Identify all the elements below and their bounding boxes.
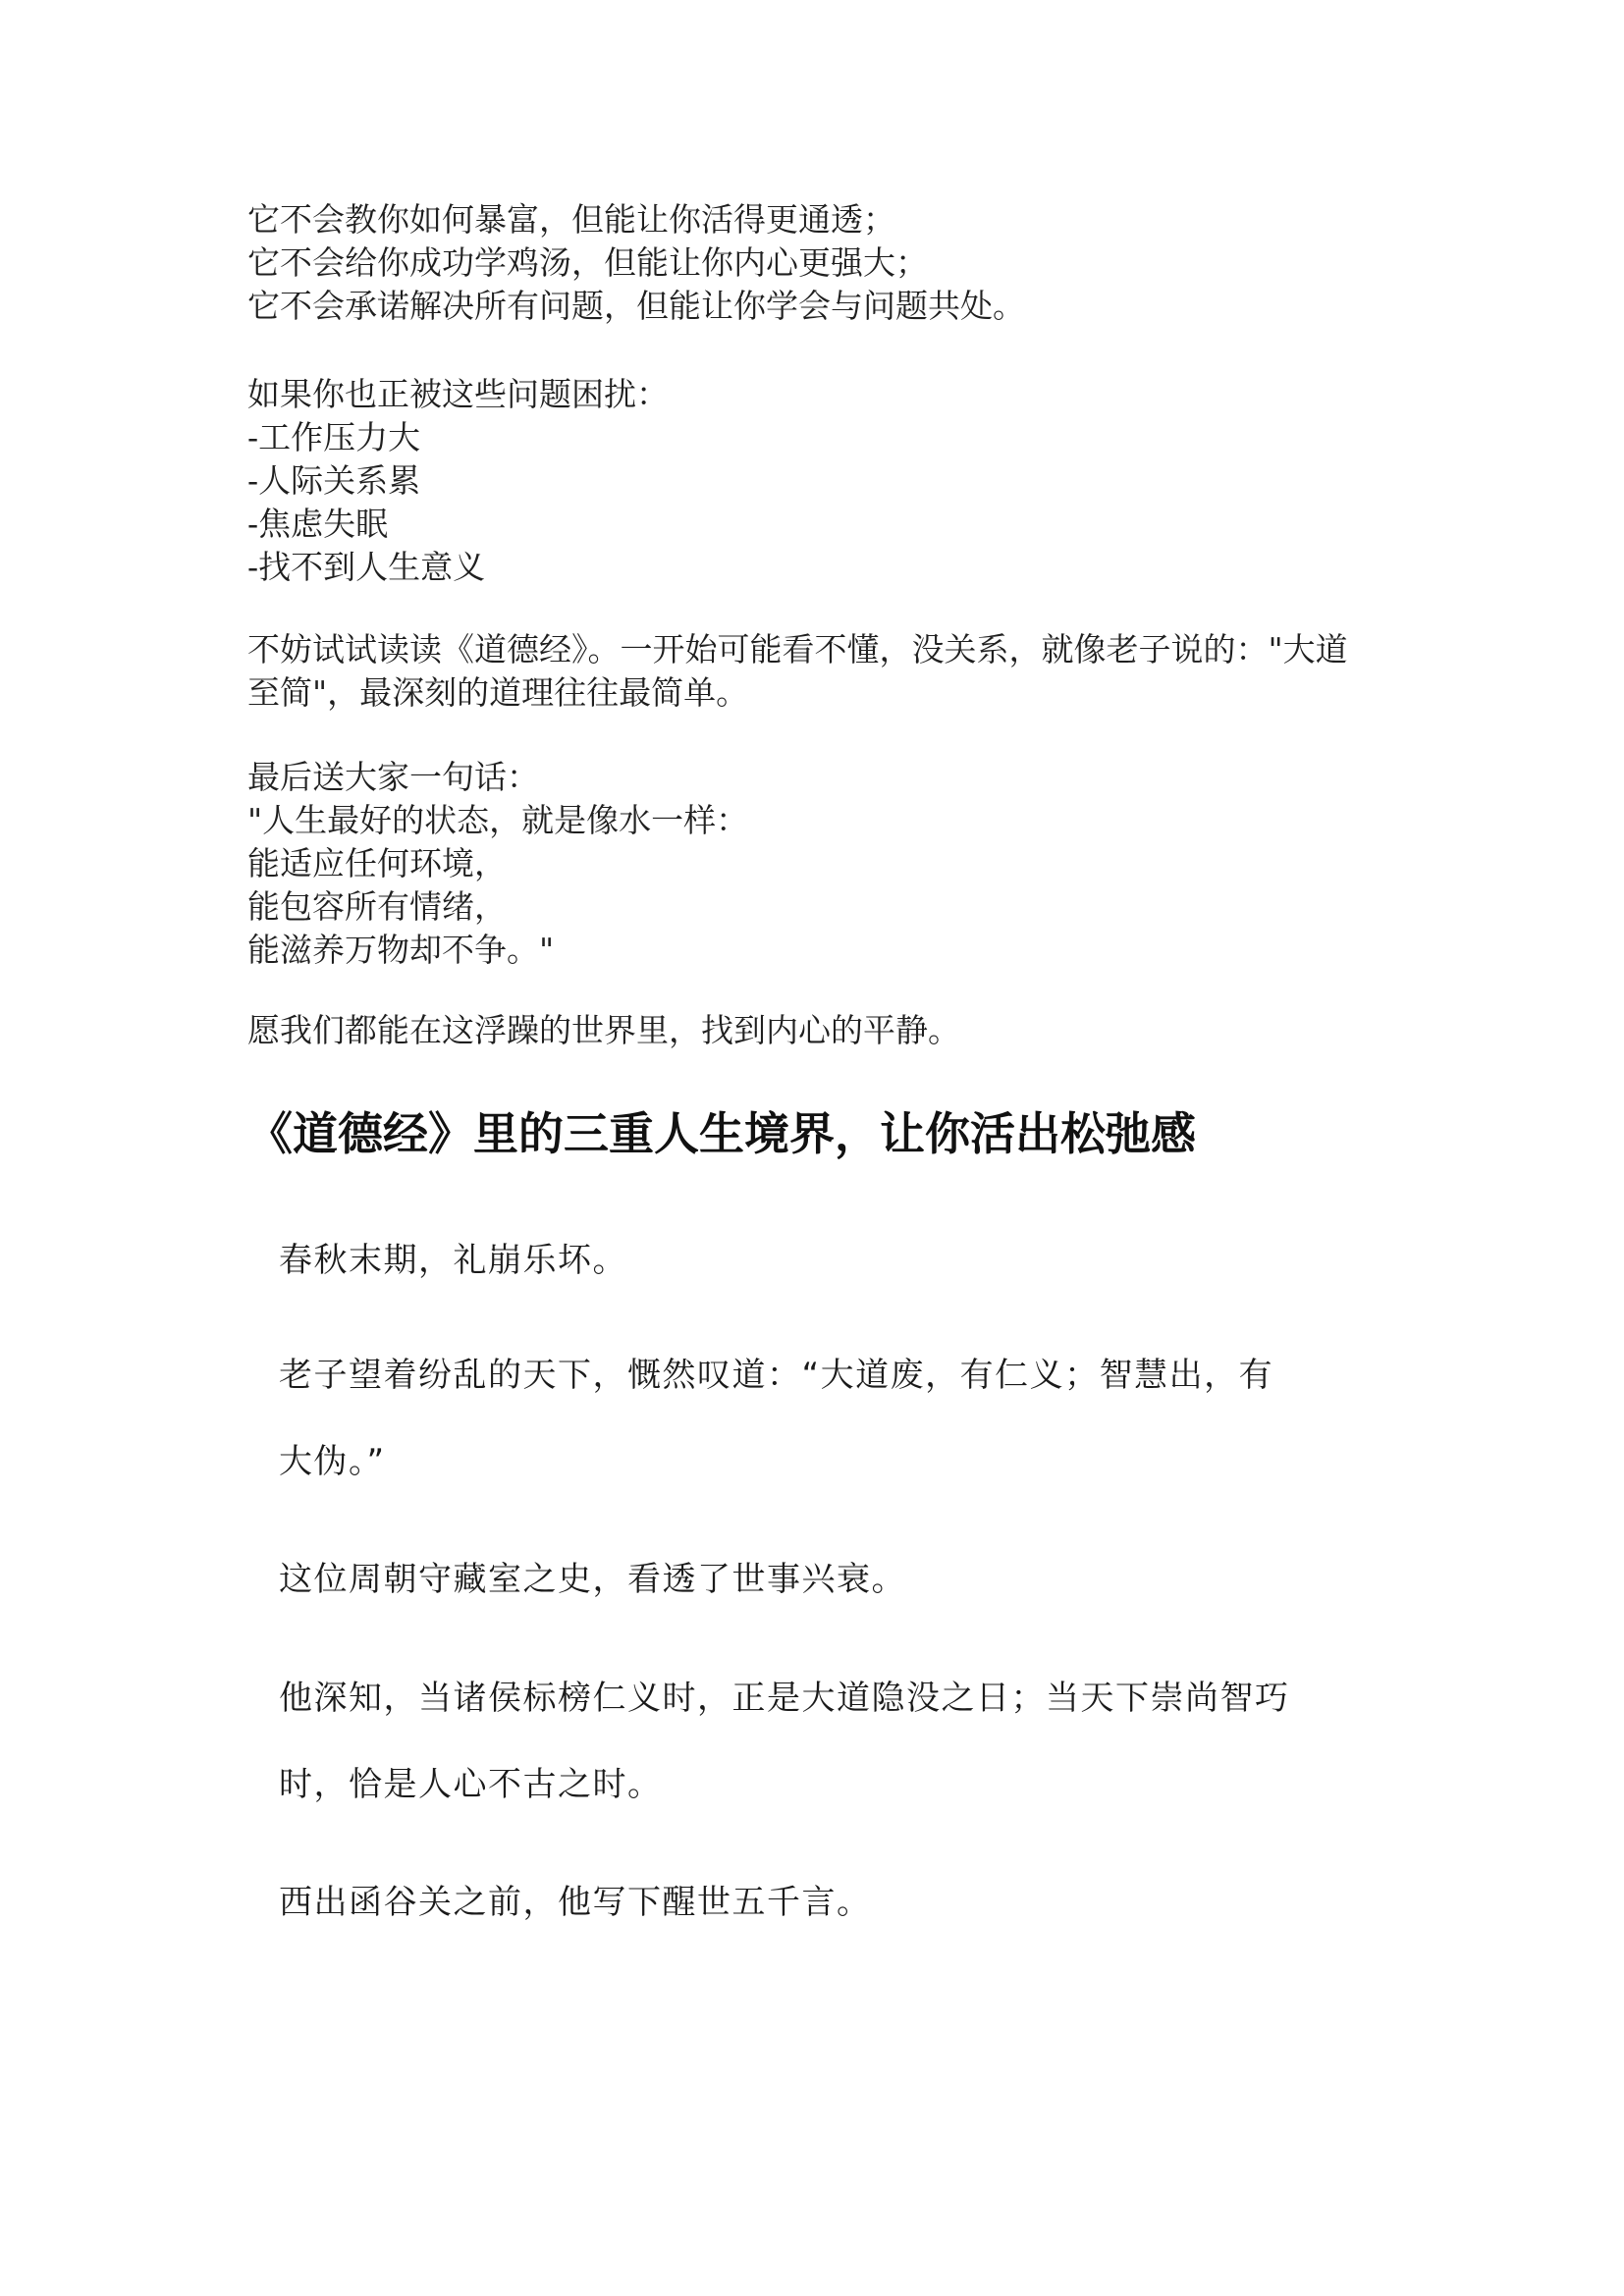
quote-line: 能适应任何环境， [247, 844, 507, 882]
list-item: -焦虑失眠 [247, 505, 389, 543]
article-paragraph-4 [279, 1655, 1379, 1828]
text-line: 这位周朝守藏室之史，看透了世事兴衰。 [279, 1560, 906, 1599]
list-item: -人际关系累 [247, 461, 421, 500]
text-line: 春秋末期，礼崩乐坏。 [279, 1241, 627, 1280]
text-line: 它不会承诺解决所有问题，但能让你学会与问题共处。 [247, 287, 1025, 325]
text-line: 西出函谷关之前，他写下醒世五千言。 [279, 1883, 872, 1922]
intro-paragraph-2 [247, 373, 1426, 589]
list-item: -工作压力大 [247, 418, 421, 456]
text-line: 时，恰是人心不古之时。 [279, 1765, 663, 1804]
quote-line: 能包容所有情绪， [247, 887, 507, 926]
text-line: 至简"，最深刻的道理往往最简单。 [247, 673, 749, 712]
article-paragraph-1 [279, 1217, 1379, 1304]
text-line: 如果你也正被这些问题困扰： [247, 375, 669, 413]
article-paragraph-5 [279, 1859, 1379, 1946]
text-line: 愿我们都能在这浮躁的世界里，找到内心的平静。 [247, 1011, 960, 1049]
text-line: 老子望着纷乱的天下，慨然叹道：“大道废，有仁义；智慧出，有 [279, 1356, 1274, 1395]
text-line: 大伪。” [279, 1442, 386, 1481]
article-paragraph-3 [279, 1536, 1379, 1623]
intro-paragraph-3 [247, 628, 1426, 715]
quote-line: 能滋养万物却不争。" [247, 931, 555, 969]
article-title: 《道德经》里的三重人生境界，让你活出松弛感 [247, 1107, 1196, 1160]
text-line: 它不会教你如何暴富，但能让你活得更通透； [247, 200, 895, 239]
list-item: -找不到人生意义 [247, 548, 486, 586]
article-paragraph-2 [279, 1332, 1379, 1505]
quote-line: "人生最好的状态，就是像水一样： [247, 801, 749, 839]
intro-paragraph-5 [247, 1009, 1426, 1052]
intro-paragraph-4 [247, 756, 1426, 972]
text-line: 他深知，当诸侯标榜仁义时，正是大道隐没之日；当天下崇尚智巧 [279, 1679, 1290, 1718]
intro-paragraph-1 [247, 198, 1426, 328]
text-line: 它不会给你成功学鸡汤，但能让你内心更强大； [247, 243, 928, 282]
text-line: 不妨试试读读《道德经》。一开始可能看不懂，没关系，就像老子说的："大道 [247, 630, 1348, 668]
text-line: 最后送大家一句话： [247, 758, 539, 796]
